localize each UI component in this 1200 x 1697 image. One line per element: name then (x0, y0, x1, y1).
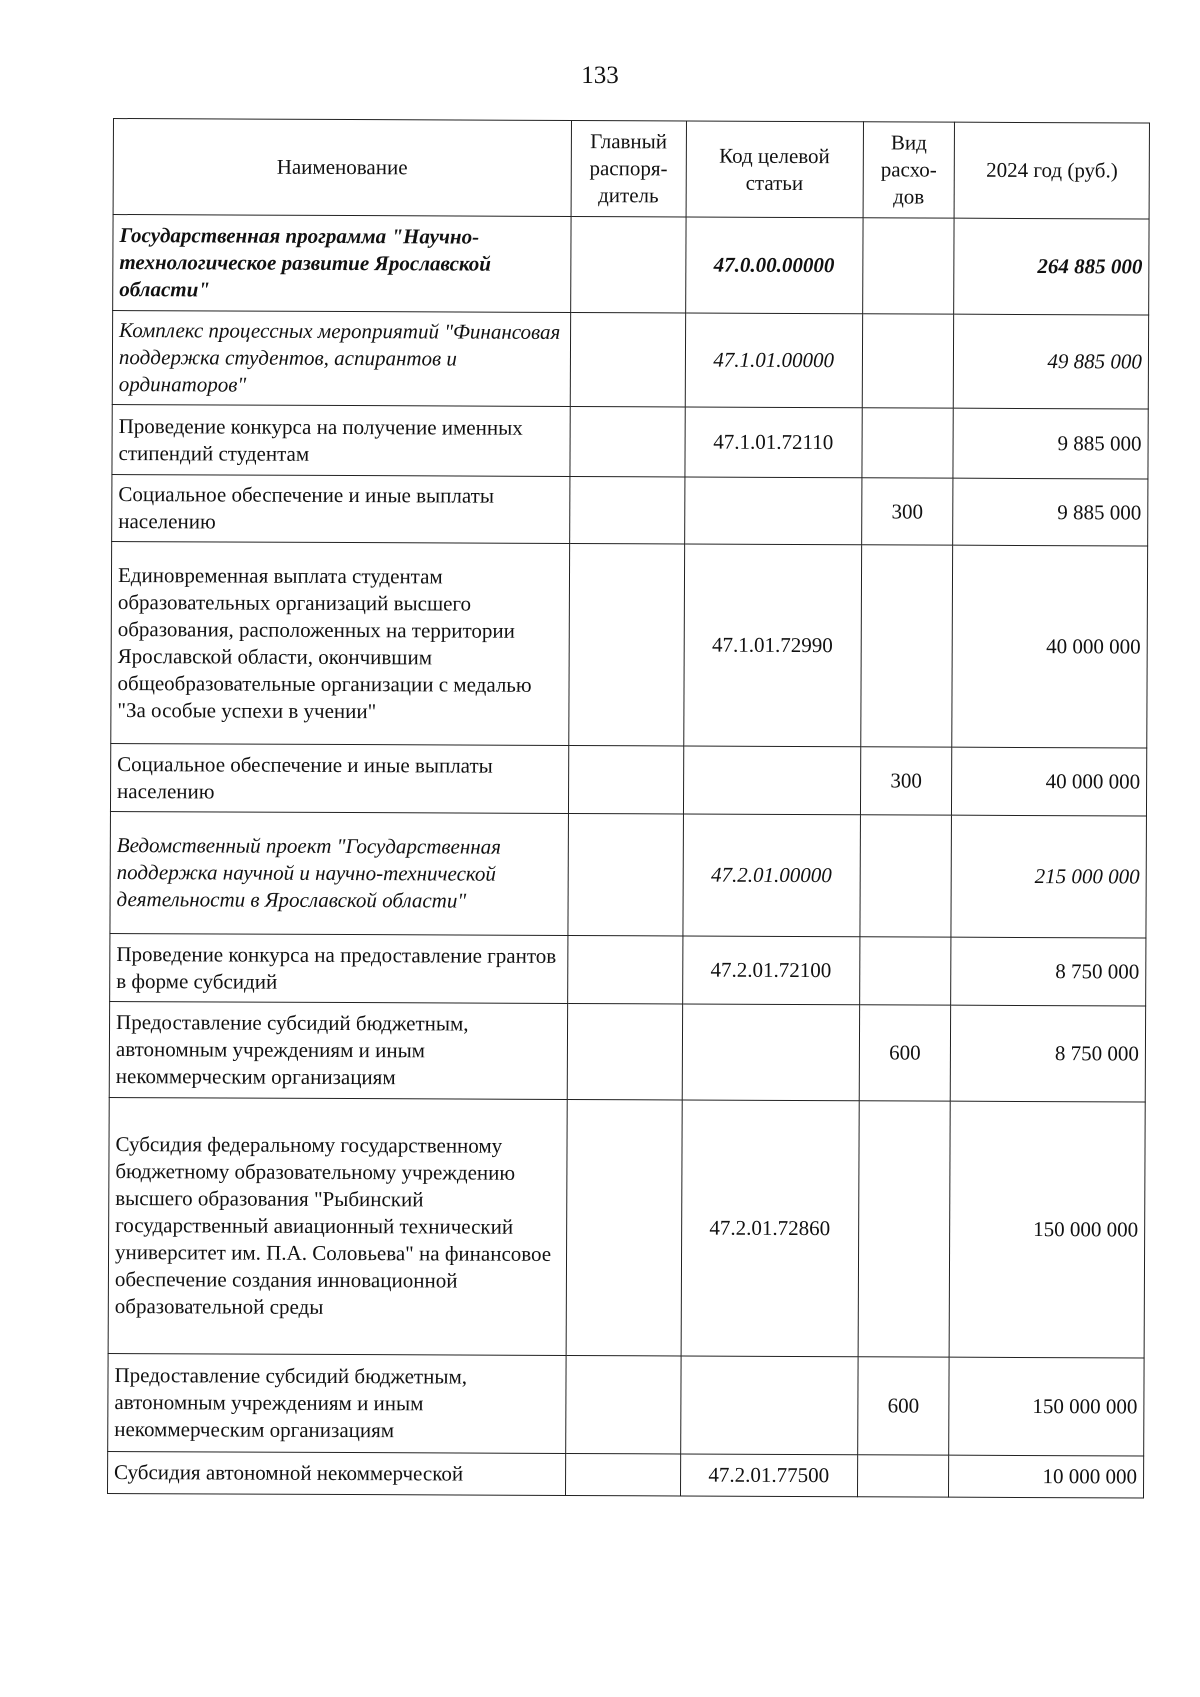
header-kind: Вид расхо-дов (863, 122, 955, 218)
row-amount: 8 750 000 (951, 1005, 1146, 1102)
row-amount: 49 885 000 (954, 314, 1149, 409)
row-code: 47.1.01.72990 (683, 544, 861, 747)
row-name: Проведение конкурса на предоставление грантов в форме субсидий (110, 933, 568, 1003)
header-amount: 2024 год (руб.) (954, 122, 1149, 219)
row-amount: 215 000 000 (951, 815, 1146, 938)
row-name: Предоставление субсидий бюджетным, автономным учреждениям и иным некоммерческим организациям (108, 1353, 566, 1453)
row-code: 47.0.00.00000 (685, 217, 862, 314)
table-row (110, 933, 1146, 1006)
row-kind (859, 937, 951, 1005)
row-manager (567, 935, 682, 1004)
row-name: Социальное обеспечение и иные выплаты населению (112, 474, 570, 543)
row-kind: 300 (860, 747, 952, 815)
table-row (113, 215, 1149, 316)
header-name: Наименование (113, 119, 571, 217)
table-row (110, 811, 1147, 938)
row-kind (860, 815, 952, 937)
table-row (108, 1353, 1144, 1456)
row-manager (568, 813, 684, 936)
row-amount: 40 000 000 (952, 545, 1148, 748)
row-manager (567, 1003, 682, 1100)
row-name: Проведение конкурса на получение именных стипендий студентам (112, 404, 570, 476)
row-code: 47.1.01.72110 (685, 407, 862, 478)
row-code (683, 746, 860, 815)
row-name: Субсидия федеральному государственному бюджетному образовательному учреждению высшего образования "Рыбинский государственный авиационный технический университет им. П.А. Соловьева" на финансовое обеспечение создания инновационной образовательной среды (108, 1097, 567, 1355)
row-manager (570, 216, 685, 313)
table-row (112, 474, 1148, 546)
row-amount: 8 750 000 (951, 937, 1146, 1006)
row-amount: 40 000 000 (952, 747, 1147, 816)
row-amount: 9 885 000 (953, 478, 1148, 546)
row-name: Комплекс процессных мероприятий "Финансовая поддержка студентов, аспирантов и ординаторов" (112, 311, 570, 407)
row-amount: 10 000 000 (949, 1455, 1144, 1498)
row-kind (857, 1455, 949, 1497)
row-amount: 150 000 000 (949, 1357, 1144, 1456)
row-name: Предоставление субсидий бюджетным, автономным учреждениям и иным некоммерческим организациям (109, 1001, 567, 1099)
row-kind (862, 408, 954, 478)
row-name: Ведомственный проект "Государственная поддержка научной и научно-технической деятельности в Ярославской области" (110, 811, 568, 935)
row-manager (566, 1099, 682, 1355)
row-name: Социальное обеспечение и иные выплаты населению (110, 743, 568, 813)
page-number: 133 (581, 62, 619, 89)
budget-table (107, 118, 1150, 1499)
row-code (684, 477, 861, 545)
row-kind (862, 314, 954, 408)
header-code: Код целевой статьи (686, 121, 863, 218)
row-manager (565, 1355, 680, 1454)
header-row (113, 119, 1149, 220)
row-name: Единовременная выплата студентам образовательных организаций высшего образования, расположенных на территории Ярославской области, окончившим общеобразовательные организации с медалью "За особые успехи в учении" (111, 541, 570, 745)
row-name: Государственная программа "Научно-технологическое развитие Ярославской области" (113, 215, 571, 313)
row-kind (860, 545, 953, 747)
row-amount: 264 885 000 (954, 218, 1149, 315)
row-name: Субсидия автономной некоммерческой (107, 1451, 565, 1495)
header-manager: Главный распоря-дитель (571, 120, 686, 217)
row-code: 47.2.01.77500 (680, 1454, 857, 1497)
row-code (682, 1004, 859, 1101)
row-manager (570, 312, 685, 407)
row-manager (570, 406, 685, 477)
row-amount: 150 000 000 (949, 1101, 1145, 1358)
row-code: 47.2.01.00000 (683, 814, 860, 937)
table-row (108, 1097, 1145, 1358)
row-manager (569, 476, 684, 544)
row-kind: 600 (857, 1357, 949, 1455)
table-row (112, 311, 1148, 410)
row-kind (858, 1101, 951, 1357)
row-code (680, 1356, 857, 1455)
row-code: 47.2.01.72100 (682, 936, 859, 1005)
table-row (112, 404, 1148, 479)
row-amount: 9 885 000 (953, 408, 1148, 479)
table-row (111, 541, 1148, 748)
row-kind (862, 218, 954, 314)
row-manager (569, 543, 685, 745)
row-manager (568, 745, 683, 814)
row-code: 47.1.01.00000 (685, 313, 862, 408)
table-row (110, 743, 1146, 816)
row-manager (565, 1453, 680, 1496)
table-row (107, 1451, 1143, 1498)
row-kind: 300 (861, 478, 953, 545)
table-row (109, 1001, 1145, 1102)
row-kind: 600 (859, 1005, 951, 1101)
row-code: 47.2.01.72860 (681, 1100, 859, 1357)
